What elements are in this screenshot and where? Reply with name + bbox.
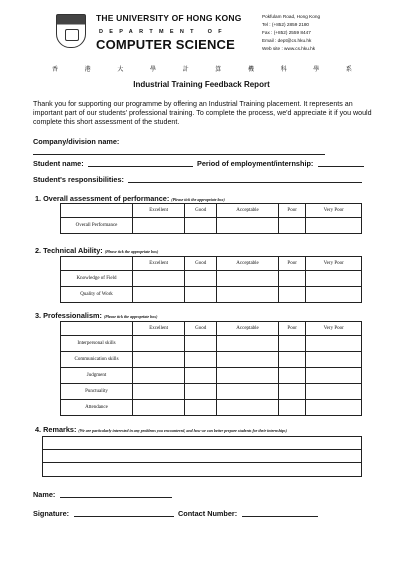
responsibilities-field[interactable] [128,182,362,183]
criterion-label: Knowledge of Field [61,271,133,287]
company-field[interactable] [33,154,325,155]
rating-checkbox-cell[interactable] [278,352,305,368]
remarks-line[interactable] [43,463,361,476]
rating-header-row [61,257,362,271]
fax-text: Fax : (+852) 2559 8447 [262,30,311,35]
technical-ability-table [60,256,362,303]
rating-checkbox-cell[interactable] [217,287,279,303]
rating-checkbox-cell[interactable] [217,368,279,384]
rating-header: Very Poor [306,257,362,271]
student-name-field[interactable] [88,166,193,167]
rating-checkbox-cell[interactable] [217,271,279,287]
rating-checkbox-cell[interactable] [133,352,185,368]
rating-checkbox-cell[interactable] [278,368,305,384]
university-name: THE UNIVERSITY OF HONG KONG [96,13,242,23]
rating-checkbox-cell[interactable] [217,218,279,234]
chinese-char: 學 [313,66,320,73]
rating-header: Poor [278,257,305,271]
rating-header: Poor [278,322,305,336]
student-name-label: Student name: [33,159,84,168]
email-text: Email : dept@cs.hku.hk [262,38,312,43]
rating-checkbox-cell[interactable] [278,400,305,416]
signature-field[interactable] [74,516,174,517]
department-name: COMPUTER SCIENCE [96,37,235,52]
remarks-line[interactable] [43,450,361,463]
rating-checkbox-cell[interactable] [217,400,279,416]
rating-header: Poor [278,204,305,218]
period-label: Period of employment/internship: [197,159,314,168]
rating-header: Good [185,257,217,271]
criterion-label: Interpersonal skills [61,336,133,352]
rating-checkbox-cell[interactable] [133,218,185,234]
rating-checkbox-cell[interactable] [217,352,279,368]
rating-header: Very Poor [306,322,362,336]
rating-header: Acceptable [217,204,279,218]
rating-checkbox-cell[interactable] [185,352,217,368]
section-3-heading [35,311,158,320]
name-label: Name: [33,490,56,499]
section-number: 1. [35,194,42,203]
signature-label: Signature: [33,509,70,518]
rating-checkbox-cell[interactable] [133,287,185,303]
section-title: Overall assessment of performance: [43,194,170,203]
rating-checkbox-cell[interactable] [133,400,185,416]
rating-checkbox-cell[interactable] [278,336,305,352]
table-row [61,352,362,368]
rating-checkbox-cell[interactable] [185,384,217,400]
section-hint: (Please tick the appropriate box) [104,249,159,254]
name-field[interactable] [60,497,172,498]
chinese-char: 大 [117,66,124,73]
rating-header: Acceptable [217,322,279,336]
rating-checkbox-cell[interactable] [278,218,305,234]
rating-header: Acceptable [217,257,279,271]
section-4-heading [35,425,287,434]
empty-header-cell [61,204,133,218]
contact-field[interactable] [242,516,318,517]
table-row [61,218,362,234]
period-field[interactable] [318,166,364,167]
section-title: Technical Ability: [43,246,103,255]
table-row [61,400,362,416]
chinese-char: 機 [247,66,254,73]
section-hint: (We are particularly interested in any problems you encountered, and how we can better prepare students for their internships) [78,428,287,433]
rating-checkbox-cell[interactable] [133,271,185,287]
table-row [61,287,362,303]
rating-checkbox-cell[interactable] [306,336,362,352]
rating-header: Good [185,204,217,218]
rating-checkbox-cell[interactable] [185,368,217,384]
tel-text: Tel : (+852) 2859 2180 [262,22,310,27]
rating-header: Excellent [133,204,185,218]
criterion-label: Overall Performance [61,218,133,234]
section-title: Professionalism: [43,311,102,320]
rating-checkbox-cell[interactable] [185,271,217,287]
rating-checkbox-cell[interactable] [133,384,185,400]
company-label: Company/division name: [33,137,120,146]
section-title: Remarks: [43,425,77,434]
responsibilities-label: Student's responsibilities: [33,175,124,184]
rating-checkbox-cell[interactable] [185,287,217,303]
chinese-department-name [52,64,352,73]
rating-checkbox-cell[interactable] [306,271,362,287]
rating-checkbox-cell[interactable] [306,287,362,303]
chinese-char: 香 [52,66,59,73]
web-text: Web site : www.cs.hku.hk [262,46,316,51]
rating-checkbox-cell[interactable] [133,368,185,384]
chinese-char: 學 [149,66,156,73]
rating-header: Very Poor [306,204,362,218]
criterion-label: Attendance [61,400,133,416]
rating-checkbox-cell[interactable] [185,218,217,234]
section-number: 2. [35,246,42,255]
criterion-label: Quality of Work [61,287,133,303]
section-number: 3. [35,311,42,320]
table-row [61,368,362,384]
address-text: Pokfulam Road, Hong Kong [262,14,321,19]
section-number: 4. [35,425,42,434]
chinese-char: 科 [280,66,287,73]
intro-paragraph: Thank you for supporting our programme by offering an Industrial Training placement. It represents an important part of our students' professional training. To complete the process, we'd appreciate it if you would complete this short assessment of the student. [33,100,372,126]
rating-checkbox-cell[interactable] [278,384,305,400]
rating-checkbox-cell[interactable] [306,218,362,234]
chinese-char: 港 [84,66,91,73]
chinese-char: 算 [215,66,222,73]
chinese-char: 計 [182,66,189,73]
rating-header: Excellent [133,322,185,336]
remarks-line[interactable] [43,437,361,450]
department-label: DEPARTMENT OF [99,29,228,35]
rating-header-row [61,204,362,218]
rating-header: Excellent [133,257,185,271]
rating-header-row [61,322,362,336]
contact-label: Contact Number: [178,509,238,518]
rating-checkbox-cell[interactable] [306,352,362,368]
overall-rating-table [60,203,362,234]
remarks-box[interactable] [42,436,362,477]
rating-checkbox-cell[interactable] [278,271,305,287]
criterion-label: Punctuality [61,384,133,400]
report-title: Industrial Training Feedback Report [133,80,270,89]
rating-checkbox-cell[interactable] [185,400,217,416]
section-hint: (Please tick the appropriate box) [103,314,158,319]
empty-header-cell [61,322,133,336]
rating-checkbox-cell[interactable] [217,336,279,352]
empty-header-cell [61,257,133,271]
section-1-heading [35,194,225,203]
section-2-heading [35,246,158,255]
rating-checkbox-cell[interactable] [185,336,217,352]
university-crest-logo [56,14,86,48]
rating-checkbox-cell[interactable] [306,400,362,416]
rating-checkbox-cell[interactable] [306,384,362,400]
table-row [61,271,362,287]
rating-checkbox-cell[interactable] [278,287,305,303]
table-row [61,384,362,400]
criterion-label: Judgment [61,368,133,384]
chinese-char: 系 [345,66,352,73]
section-hint: (Please tick the appropriate box) [171,197,225,202]
rating-checkbox-cell[interactable] [133,336,185,352]
professionalism-table [60,321,362,416]
contact-block [262,13,320,53]
criterion-label: Communication skills [61,352,133,368]
table-row [61,336,362,352]
rating-header: Good [185,322,217,336]
rating-checkbox-cell[interactable] [306,368,362,384]
rating-checkbox-cell[interactable] [217,384,279,400]
